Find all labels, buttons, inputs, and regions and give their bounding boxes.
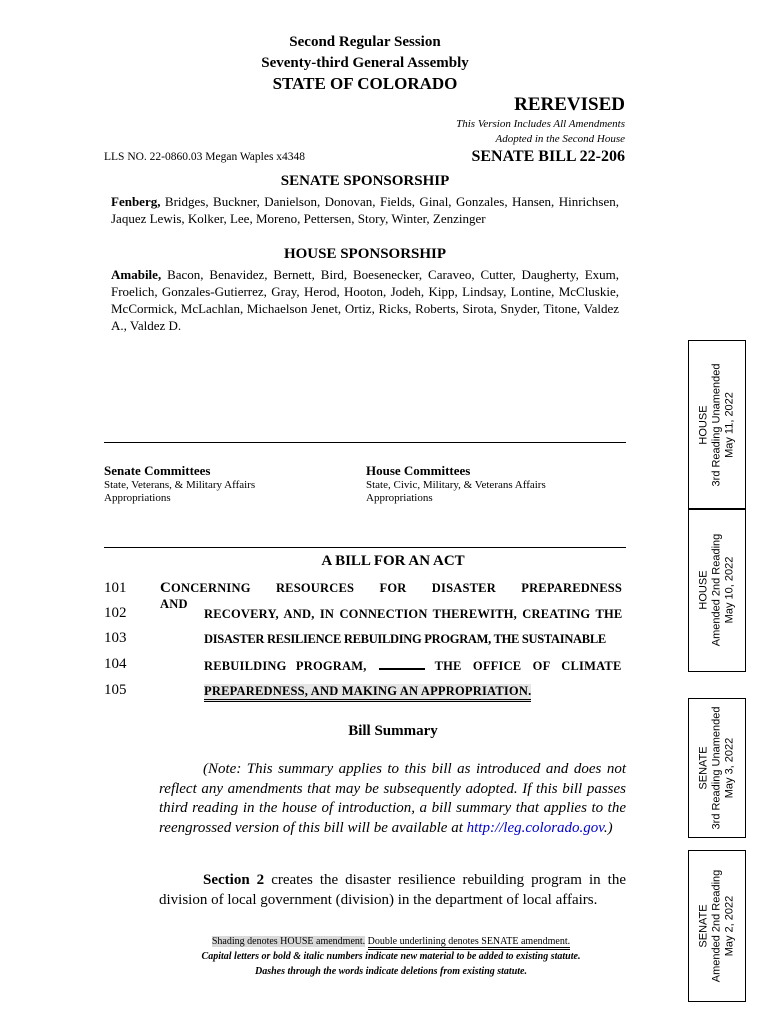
stamp-date: May 2, 2022	[723, 895, 736, 957]
senate-sponsorship-title: SENATE SPONSORSHIP	[280, 173, 450, 189]
senate-committees	[104, 463, 255, 505]
bill-line-103: DISASTER RESILIENCE REBUILDING PROGRAM, THE SUSTAINABLE	[204, 632, 606, 646]
house-lead-sponsor: Amabile,	[111, 267, 162, 282]
stamp-chamber: SENATE	[697, 904, 710, 948]
house-committees	[366, 463, 546, 505]
summary-note-text: (Note: This summary applies to this bill as introduced and does not reflect any amendments that may be subsequently adopted. If this bill passes third reading in the house of introduction, a bill summary that applies to the reengrossed version of this bill will be available at	[159, 761, 626, 836]
assembly-label: Seventy-third General Assembly	[261, 55, 469, 71]
senate-committee-2: Appropriations	[104, 492, 171, 504]
house-sponsor-list	[111, 266, 619, 334]
senate-lead-sponsor: Fenberg,	[111, 194, 161, 209]
bill-line-initial: C	[160, 580, 172, 596]
house-committee-2: Appropriations	[366, 492, 433, 504]
lls-number: LLS NO. 22-0860.03 Megan Waples x4348	[104, 151, 306, 163]
bill-line-105: PREPAREDNESS, AND MAKING AN APPROPRIATION.	[204, 684, 531, 702]
state-label: STATE OF COLORADO	[272, 74, 458, 93]
amendment-legend	[104, 936, 678, 947]
house-cosponsors: Bacon, Benavidez, Bernett, Bird, Boesenecker, Caraveo, Cutter, Daugherty, Exum, Froelich, Gonzales-Gutierrez, Gray, Herod, Hooton, Jodeh, Kipp, Lindsay, Lontine, McCluskie, McCormick, McLachlan, Michaelson Jenet, Ortiz, Ricks, Roberts, Sirota, Snyder, Titone, Valdez A., Valdez D.	[111, 267, 619, 333]
divider-top	[104, 442, 626, 443]
senate-committee-1: State, Veterans, & Military Affairs	[104, 479, 256, 491]
line-number: 104	[104, 656, 127, 672]
stamp-senate-2nd-reading	[688, 850, 746, 1002]
line-number: 102	[104, 605, 127, 621]
stamp-chamber: SENATE	[697, 746, 710, 790]
summary-section-2	[159, 871, 626, 910]
summary-note	[159, 760, 626, 838]
stamp-date: May 3, 2022	[723, 737, 736, 799]
shading-legend: Shading denotes HOUSE amendment.	[211, 936, 366, 947]
status-label: REREVISED	[514, 94, 625, 115]
stamp-action: 3rd Reading Unamended	[710, 363, 723, 487]
stamp-action: 3rd Reading Unamended	[710, 706, 723, 830]
capitals-legend: Capital letters or bold & italic numbers indicate new material to be added to existing statute.	[201, 951, 581, 962]
leg-website-link[interactable]: http://leg.colorado.gov	[466, 819, 604, 836]
line-number: 101	[104, 580, 127, 596]
section-lead: Section 2	[203, 872, 265, 888]
session-label: Second Regular Session	[289, 34, 441, 50]
bill-line-text: ONCERNING RESOURCES FOR DISASTER PREPAREDNESS AND	[160, 581, 623, 611]
version-note-2: Adopted in the Second House	[495, 133, 625, 145]
stamp-house-3rd-reading	[688, 340, 746, 510]
line-number: 103	[104, 630, 127, 646]
summary-note-end: .)	[603, 819, 613, 836]
stamp-date: May 10, 2022	[723, 556, 736, 624]
bill-line-102: RECOVERY, AND, IN CONNECTION THEREWITH, CREATING THE	[204, 607, 623, 621]
bill-line-text: THE OFFICE OF CLIMATE	[434, 659, 622, 673]
summary-title: Bill Summary	[348, 723, 438, 739]
stamp-house-2nd-reading	[688, 508, 746, 672]
version-note-1: This Version Includes All Amendments	[456, 118, 625, 130]
stamp-chamber: HOUSE	[697, 405, 710, 445]
bill-number: SENATE BILL 22-206	[471, 148, 625, 165]
divider-bottom	[104, 547, 626, 548]
bill-title: A BILL FOR AN ACT	[321, 553, 465, 569]
stamp-date: May 11, 2022	[723, 392, 736, 458]
deletion-mark	[379, 658, 425, 670]
stamp-action: Amended 2nd Reading	[710, 869, 723, 983]
house-committee-1: State, Civic, Military, & Veterans Affairs	[366, 479, 546, 491]
senate-cosponsors: Bridges, Buckner, Danielson, Donovan, Fields, Ginal, Gonzales, Hansen, Hinrichsen, Jaquez Lewis, Kolker, Lee, Moreno, Pettersen, Story, Winter, Zenzinger	[111, 194, 620, 226]
stamp-action: Amended 2nd Reading	[710, 533, 723, 647]
bill-line-104	[204, 658, 626, 674]
house-sponsorship-title: HOUSE SPONSORSHIP	[283, 246, 447, 262]
senate-sponsor-list	[111, 193, 619, 227]
line-number: 105	[104, 682, 127, 698]
double-underline-legend: Double underlining denotes SENATE amendment.	[368, 936, 570, 950]
stamp-senate-3rd-reading	[688, 698, 746, 838]
dashes-legend: Dashes through the words indicate deletions from existing statute.	[255, 966, 527, 977]
section-text: creates the disaster resilience rebuilding program in the division of local government (division) in the department of local affairs.	[159, 872, 626, 908]
bill-line-text: REBUILDING PROGRAM,	[204, 659, 367, 673]
stamp-chamber: HOUSE	[697, 570, 710, 610]
senate-committees-title: Senate Committees	[104, 463, 211, 478]
house-committees-title: House Committees	[366, 463, 471, 478]
